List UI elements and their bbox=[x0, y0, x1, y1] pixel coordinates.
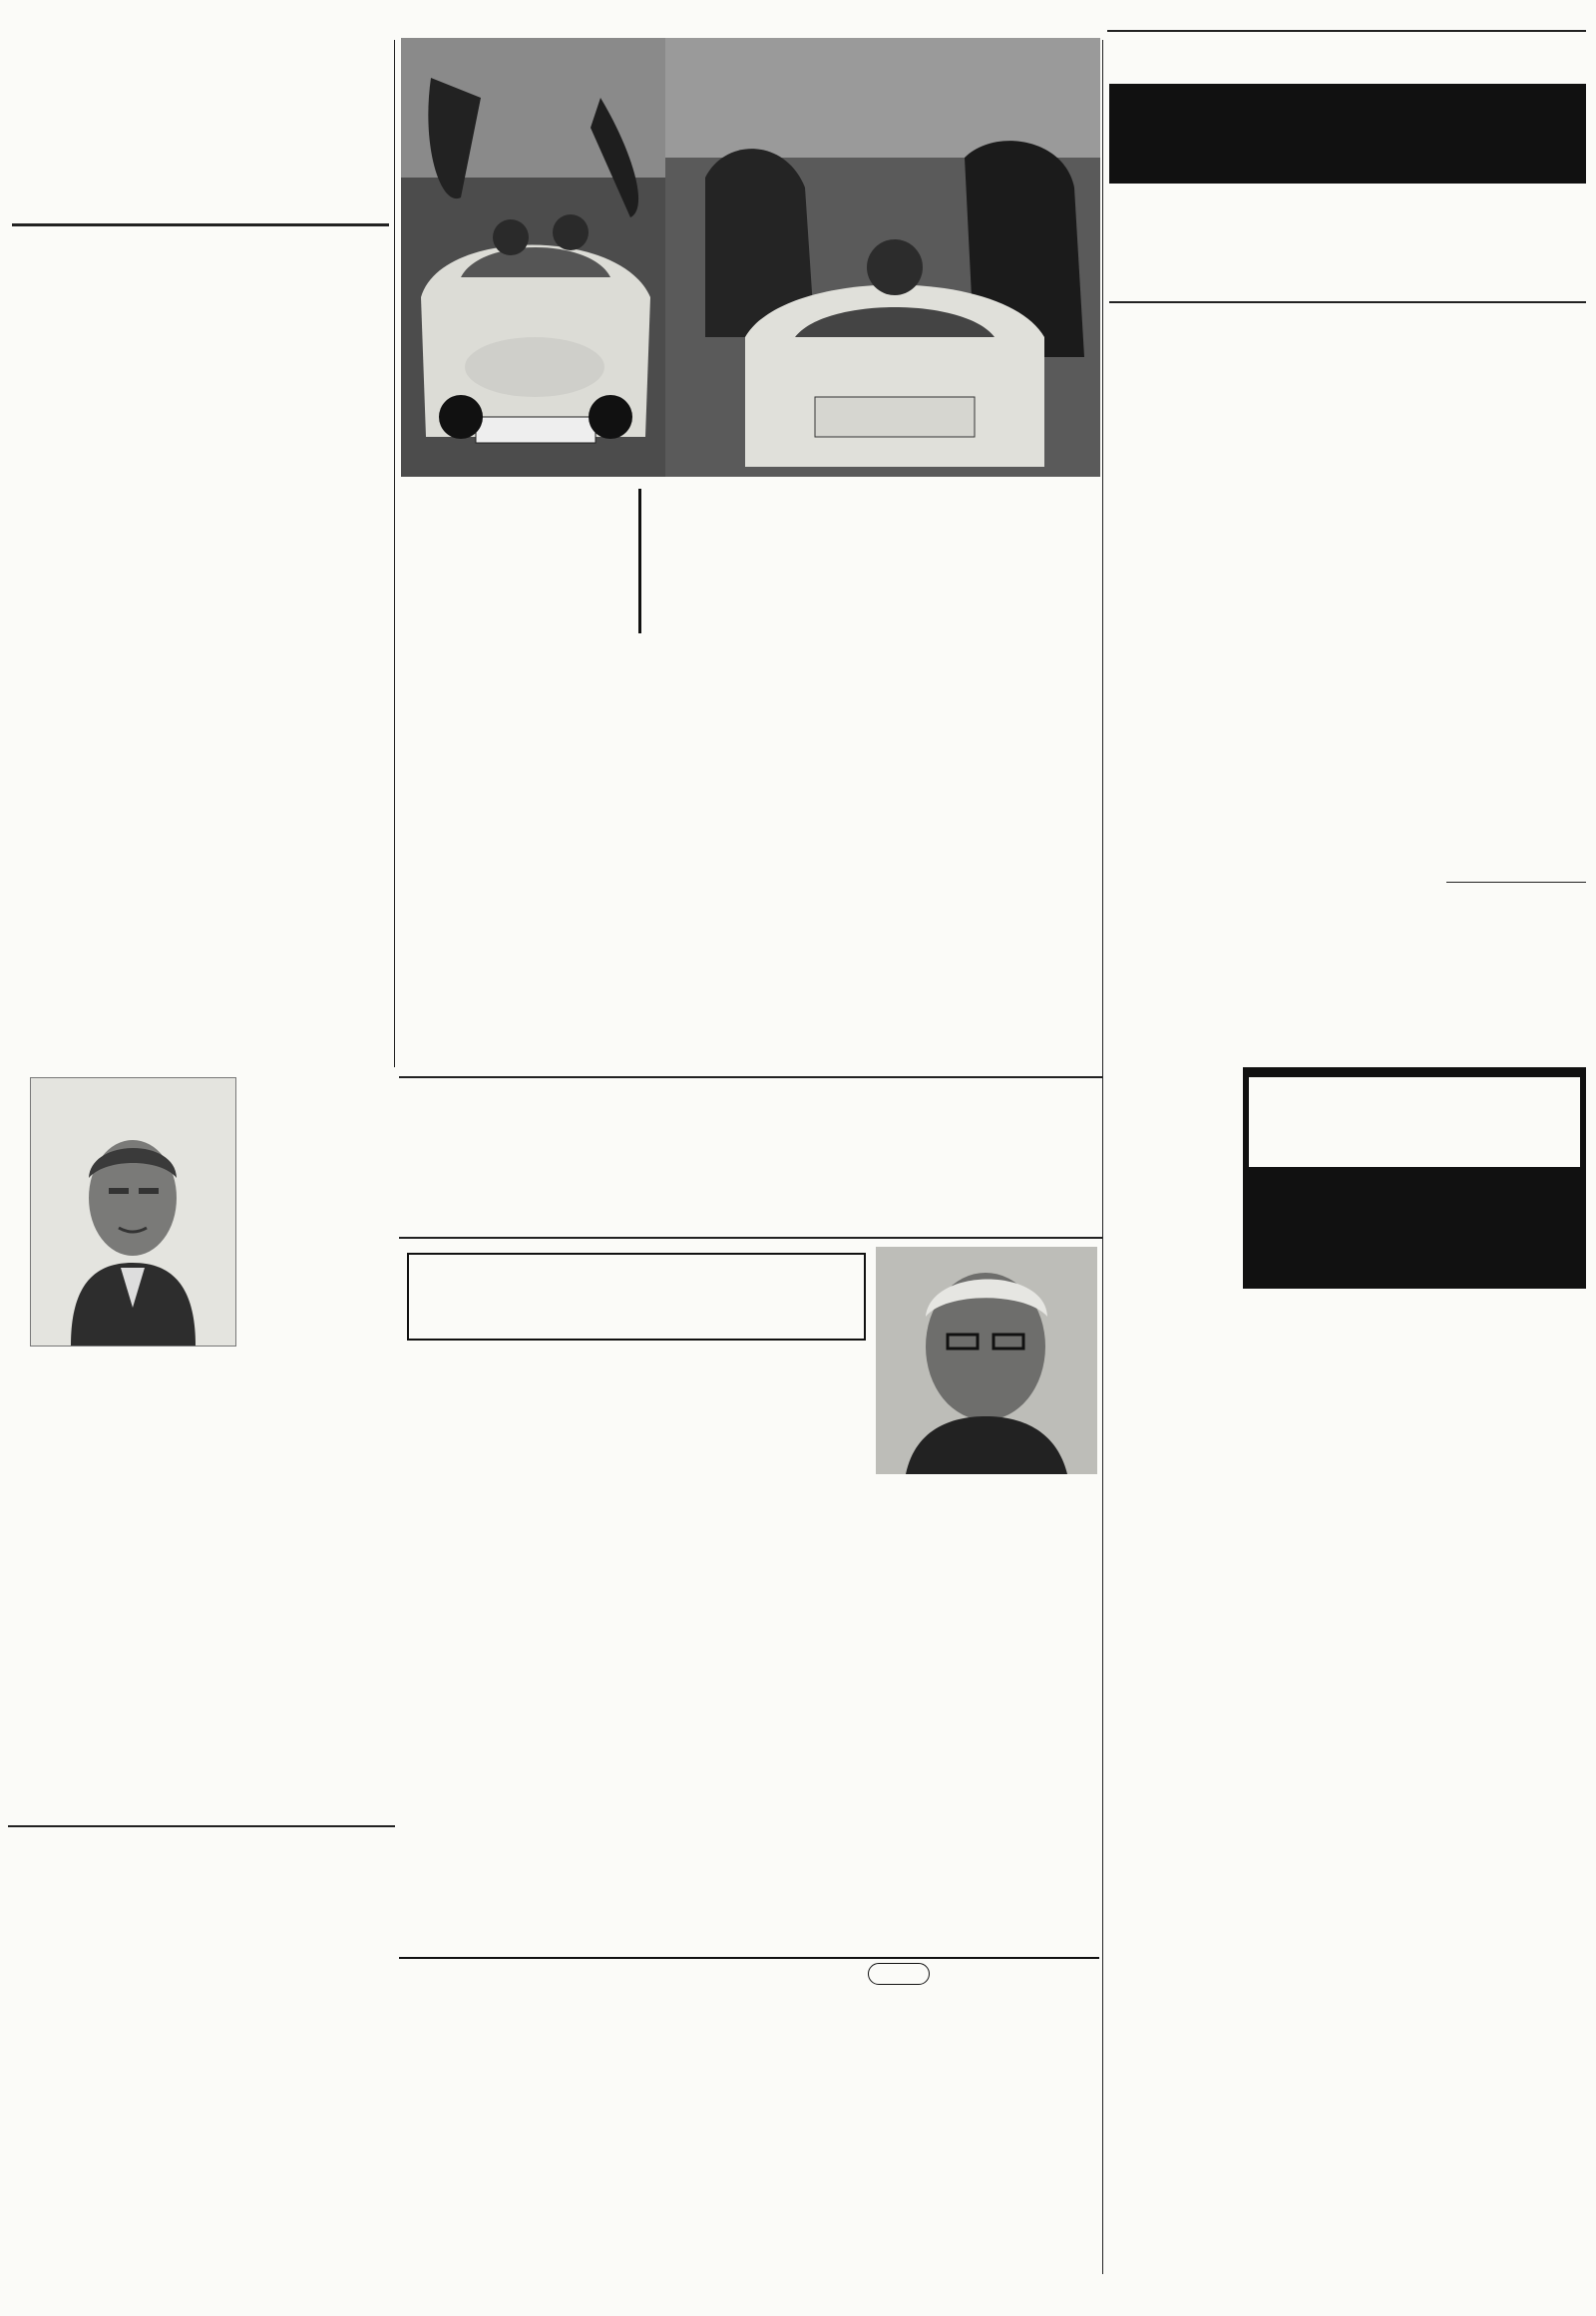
cohen-portrait-image bbox=[876, 1247, 1097, 1474]
header-rule bbox=[1107, 30, 1586, 32]
kavafakis-col-b bbox=[1279, 423, 1440, 1061]
mid-article bbox=[401, 481, 630, 1079]
kavafakis-title-bar bbox=[1109, 84, 1586, 184]
crime-box bbox=[407, 1253, 866, 1341]
article-body-top bbox=[12, 52, 389, 762]
portrait-image bbox=[31, 1078, 235, 1346]
classified-ads-top bbox=[1446, 886, 1586, 1065]
car-photo bbox=[401, 38, 665, 477]
renault-sticker bbox=[868, 1963, 930, 1985]
kavafakis-lead-visible bbox=[1109, 335, 1440, 421]
car-photo-image bbox=[401, 38, 665, 477]
vedette-ad bbox=[1243, 1067, 1586, 1289]
yugoslavia-article-bottom bbox=[12, 1386, 389, 1817]
cohen-portrait bbox=[876, 1247, 1097, 1474]
crime-col-2-lower-visible bbox=[638, 1586, 874, 1726]
kavafakis-col-c bbox=[1446, 335, 1586, 864]
crime-expert-paragraphs-visible bbox=[403, 1759, 634, 1955]
vedette-brand bbox=[1249, 1077, 1580, 1167]
renault-ad bbox=[399, 1957, 1099, 2276]
crime-col-2-bottom bbox=[638, 1769, 874, 1955]
car-photo-right bbox=[665, 38, 1100, 477]
rankovic-portrait bbox=[30, 1077, 236, 1347]
page-header bbox=[1112, 8, 1581, 30]
axon-ad bbox=[8, 1831, 389, 2268]
yugoslavia-right-of-portrait bbox=[244, 1077, 389, 1376]
renault-features bbox=[838, 1987, 1087, 2166]
crime-col-1 bbox=[403, 1378, 634, 1737]
crime-col-2b bbox=[878, 1501, 1099, 1731]
crime-col-3-lower bbox=[878, 1731, 1099, 1955]
car-photo-right-image bbox=[665, 38, 1100, 477]
car-caption bbox=[638, 489, 1108, 633]
kavafakis-col-a bbox=[1109, 423, 1273, 1061]
